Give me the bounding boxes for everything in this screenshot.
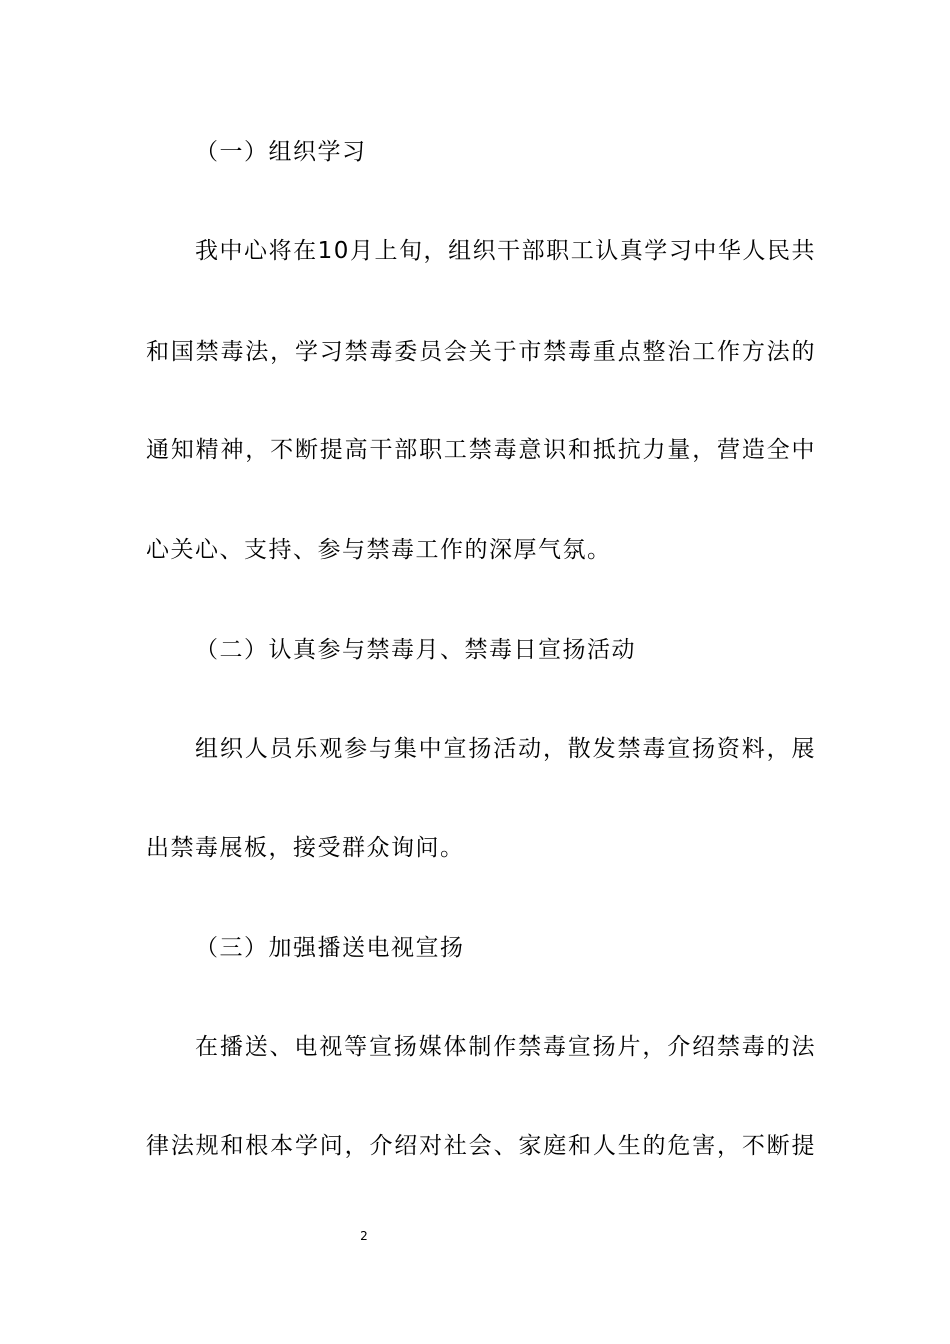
heading-organize-study: （一）组织学习 — [195, 139, 367, 165]
paragraph-line: 心关心、支持、参与禁毒工作的深厚气氛。 — [146, 537, 612, 563]
paragraph-line: 出禁毒展板，接受群众询问。 — [146, 835, 465, 861]
heading-participate-campaign: （二）认真参与禁毒月、禁毒日宣扬活动 — [195, 637, 636, 663]
paragraph-line: 在播送、电视等宣扬媒体制作禁毒宣扬片，介绍禁毒的法 — [195, 1034, 816, 1060]
heading-broadcast-tv: （三）加强播送电视宣扬 — [195, 935, 465, 961]
paragraph-line: 律法规和根本学问，介绍对社会、家庭和人生的危害，不断提 — [146, 1133, 816, 1159]
paragraph-line: 我中心将在10月上旬，组织干部职工认真学习中华人民共 — [195, 238, 816, 264]
paragraph-line: 和国禁毒法，学习禁毒委员会关于市禁毒重点整治工作方法的 — [146, 339, 816, 365]
paragraph-line: 组织人员乐观参与集中宣扬活动，散发禁毒宣扬资料，展 — [195, 736, 816, 762]
page-number: 2 — [360, 1229, 368, 1243]
paragraph-line: 通知精神，不断提高干部职工禁毒意识和抵抗力量，营造全中 — [146, 437, 816, 463]
